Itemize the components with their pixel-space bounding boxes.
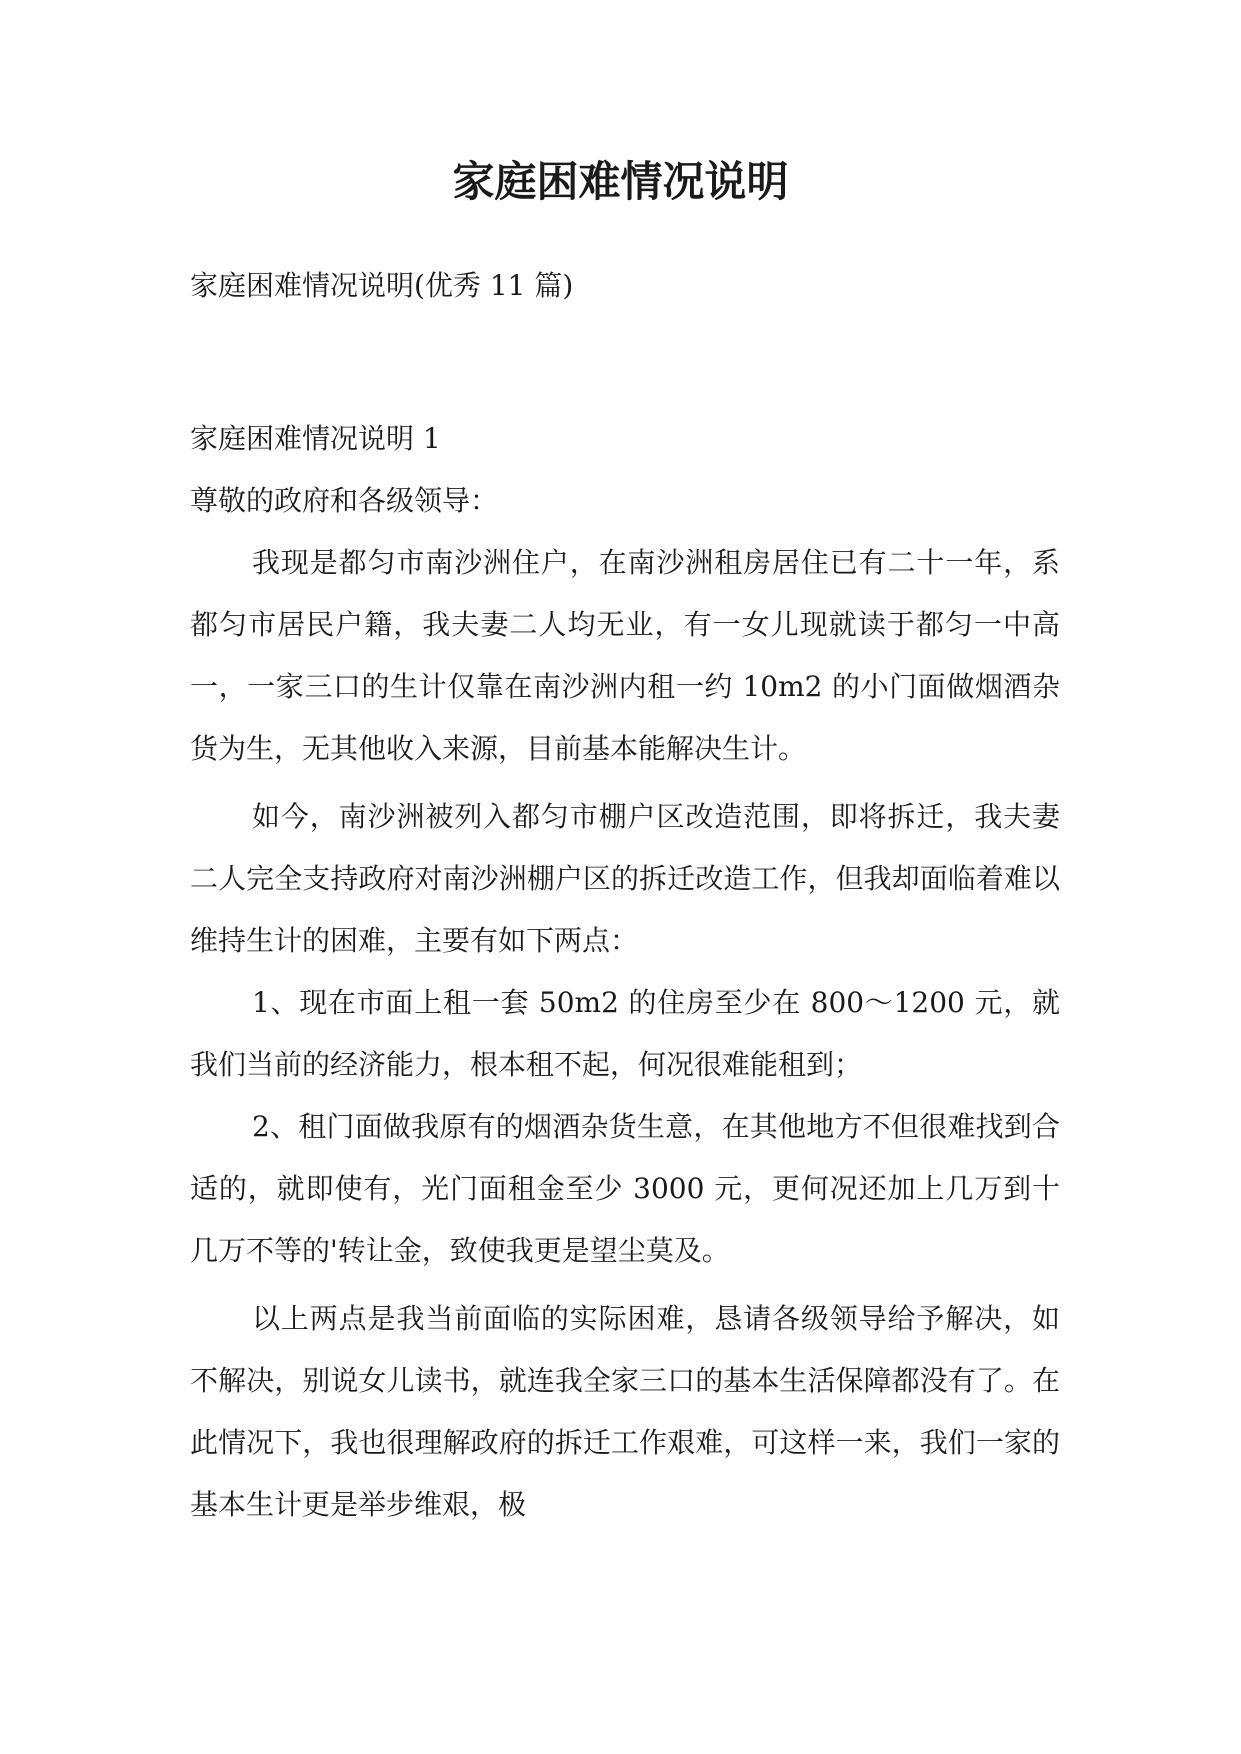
section-heading: 家庭困难情况说明 1 (190, 422, 441, 455)
document-subtitle: 家庭困难情况说明(优秀 11 篇) (190, 269, 574, 302)
salutation: 尊敬的政府和各级领导： (190, 484, 499, 517)
paragraph-4: 2、租门面做我原有的烟酒杂货生意，在其他地方不但很难找到合适的，就即使有，光门面租金至少 3000 元，更何况还加上几万到十几万不等的'转让金，致使我更是望尘莫及。 (190, 1110, 1060, 1267)
document-title: 家庭困难情况说明 (452, 157, 789, 206)
paragraph-2: 如今，南沙洲被列入都匀市棚户区改造范围，即将拆迁，我夫妻二人完全支持政府对南沙洲棚户区的拆迁改造工作，但我却面临着难以维持生计的困难，主要有如下两点： (190, 800, 1060, 957)
paragraph-3: 1、现在市面上租一套 50m2 的住房至少在 800～1200 元，就我们当前的经济能力，根本租不起，何况很难能租到； (190, 986, 1060, 1081)
document-body (190, 408, 1060, 1536)
paragraph-5: 以上两点是我当前面临的实际困难，恳请各级领导给予解决，如不解决，别说女儿读书，就连我全家三口的基本生活保障都没有了。在此情况下，我也很理解政府的拆迁工作艰难，可这样一来，我们一家的基本生计更是举步维艰，极 (190, 1302, 1060, 1521)
paragraph-1: 我现是都匀市南沙洲住户，在南沙洲租房居住已有二十一年，系都匀市居民户籍，我夫妻二人均无业，有一女儿现就读于都匀一中高一，一家三口的生计仅靠在南沙洲内租一约 10m2 的小门面做烟酒杂货为生，无其他收入来源，目前基本能解决生计。 (190, 546, 1060, 765)
